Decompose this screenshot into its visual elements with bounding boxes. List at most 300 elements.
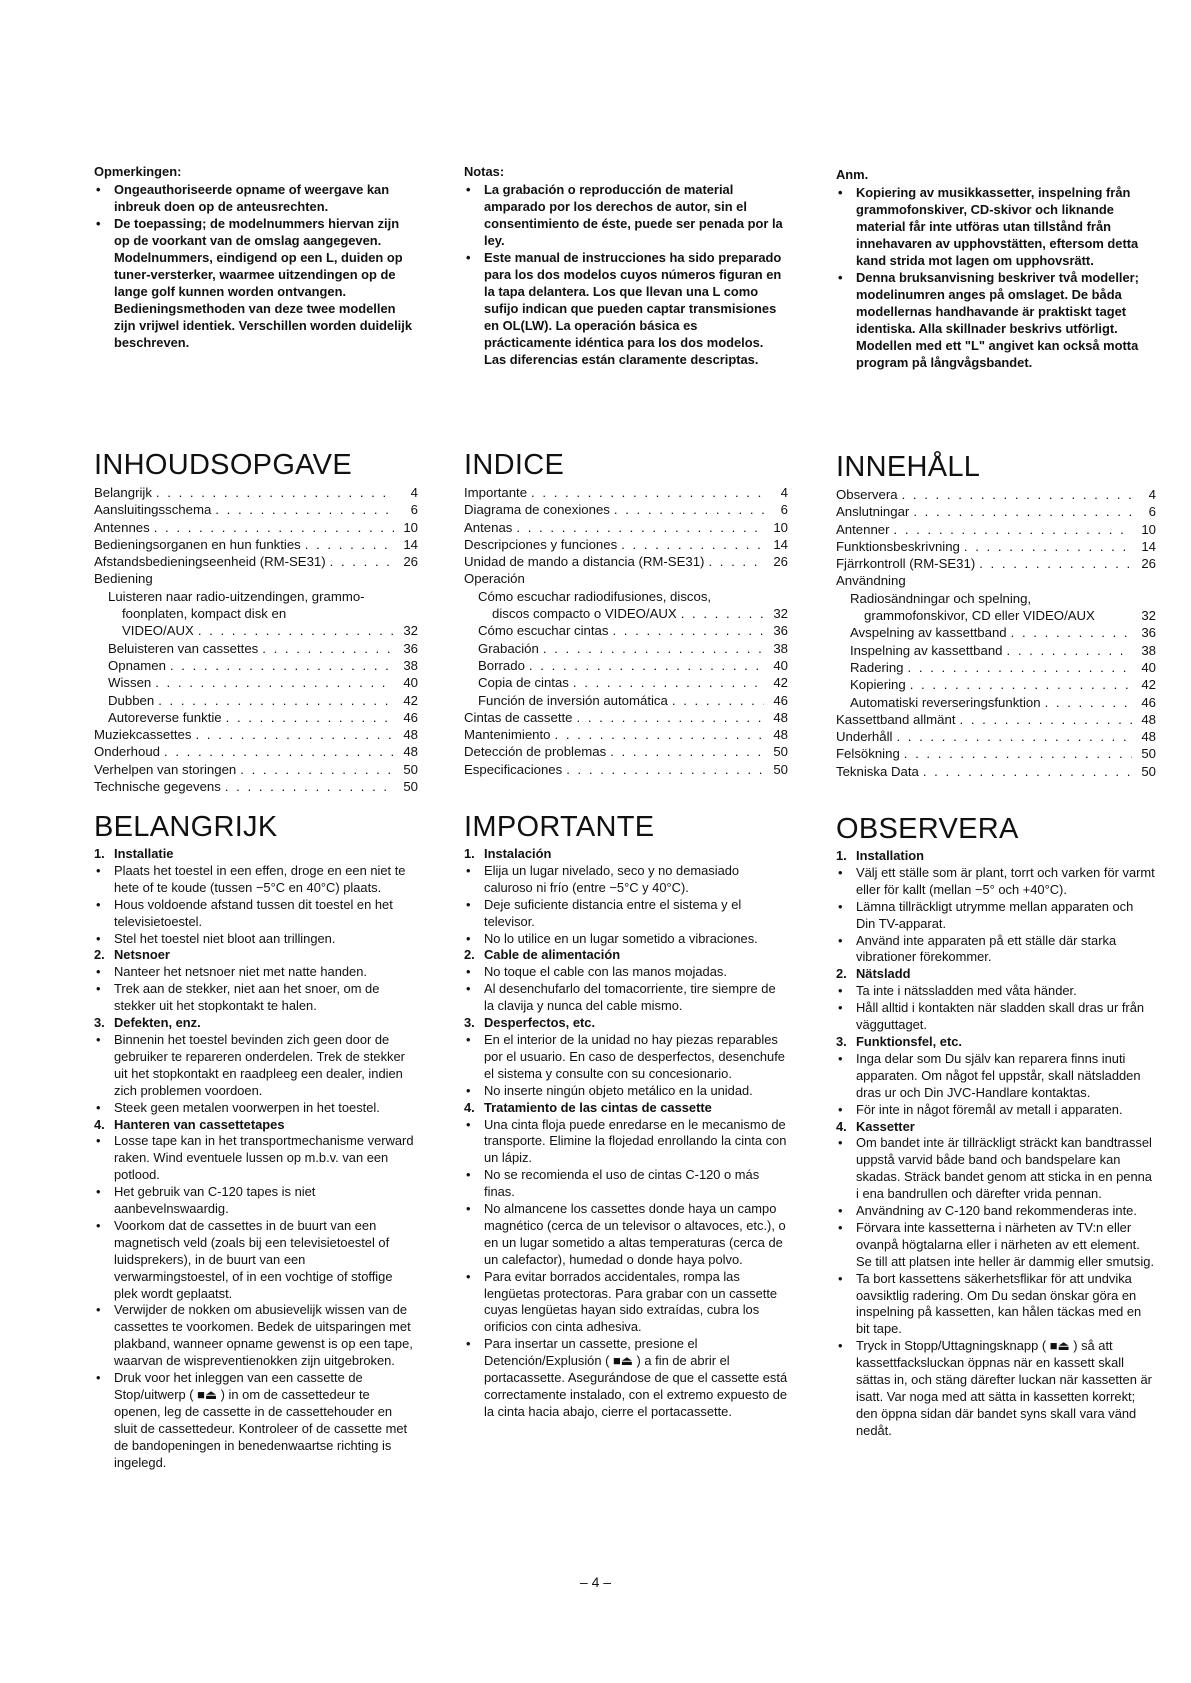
subsection-title: Netsnoer (114, 947, 170, 963)
toc-entry (836, 711, 1156, 728)
toc-entry-label: Unidad de mando a distancia (RM-SE31) (464, 554, 705, 570)
toc-entry-label: Bediening (94, 571, 153, 587)
list-item: • Ta bort kassettens säkerhetsflikar för att undvika oavsiktlig radering. Om Du sedan önskar göra en inspelning på kassetten, kan hålen täckas med en bit tape. (836, 1271, 1156, 1339)
toc-leader-dots (225, 778, 394, 795)
toc-entry (94, 570, 418, 587)
subsection-number: 4. (464, 1099, 475, 1115)
toc-entry (94, 484, 418, 501)
toc-entry-page: 40 (403, 675, 418, 691)
subsection-heading (836, 1034, 1156, 1051)
toc-entry (836, 521, 1156, 538)
toc-entry-label: Felsökning (836, 746, 900, 762)
subsection-title: Installatie (114, 846, 174, 861)
toc-entry-label: Función de inversión automática (478, 692, 668, 708)
toc-entry (464, 536, 788, 553)
subsection-heading (836, 848, 1156, 865)
list-item: • Stel het toestel niet bloot aan trillingen. (94, 931, 418, 948)
subsection-list (94, 1133, 418, 1471)
toc-entry-label: Anslutningar (836, 504, 910, 520)
toc-entry-page: 32 (1141, 608, 1156, 624)
toc-leader-dots (262, 640, 394, 657)
toc-leader-dots (566, 761, 764, 778)
toc-entry-label: Technische gegevens (94, 779, 221, 795)
toc-entry-label: Dubben (108, 692, 155, 708)
toc-entry (836, 607, 1156, 624)
toc-entry-page: 48 (403, 727, 418, 743)
toc-entry (94, 622, 418, 639)
toc-leader-dots (612, 622, 764, 639)
toc-leader-dots (1011, 624, 1132, 641)
toc-entry (94, 709, 418, 726)
toc-entry-page: 26 (1141, 556, 1156, 572)
toc-entry (464, 622, 788, 639)
subsection-heading (464, 1100, 788, 1117)
subsection-title: Hanteren van cassettetapes (114, 1116, 285, 1132)
toc-leader-dots (913, 503, 1132, 520)
subsection-list (94, 1032, 418, 1117)
list-item: • Tryck in Stopp/Uttagningsknapp ( ■⏏ ) så att kassettfacksluckan öppnas när en kassett skall sättas in, och stäng därefter luckan när kassetten är isatt. Var noga med att sätta in kassetten korrekt; den öppna sidan där bandet syns skall vara vänd nedåt. (836, 1338, 1156, 1439)
list-item: • Välj ett ställe som är plant, torrt och varken för varmt eller för kallt (mellan −5° och +40°C). (836, 865, 1156, 899)
toc-entry (94, 743, 418, 760)
toc-leader-dots (621, 536, 764, 553)
toc-leader-dots (555, 726, 765, 743)
toc-entry-label: VIDEO/AUX (122, 623, 194, 639)
toc-leader-dots (964, 538, 1132, 555)
toc-entry (94, 553, 418, 570)
list-item: • Binnenin het toestel bevinden zich geen door de gebruiker te repareren onderdelen. Trek de stekker uit het stopkontakt en raadpleeg een dealer, indien zich problemen voordoen. (94, 1032, 418, 1100)
toc-entry-page: 42 (403, 692, 418, 708)
list-item: • Nanteer het netsnoer niet met natte handen. (94, 964, 418, 981)
toc-es (464, 448, 788, 778)
subsection-heading (836, 966, 1156, 983)
toc-entry-label: Funktionsbeskrivning (836, 538, 960, 554)
toc-leader-dots (681, 605, 764, 622)
toc-entry-page: 38 (773, 640, 788, 656)
list-item: • Om bandet inte är tillräckligt sträckt kan bandtrassel uppstå varvid både band och bandspelare kan skadas. Sträck bandet genom att sticka in en penna i ena bandrullen och därefter vrida pennan. (836, 1135, 1156, 1203)
toc-entry (94, 501, 418, 518)
toc-entry-page: 50 (403, 761, 418, 777)
toc-entry (464, 553, 788, 570)
subsection-list (836, 865, 1156, 966)
toc-entry-page: 36 (403, 640, 418, 656)
toc-entry-label: Mantenimiento (464, 727, 551, 743)
subsection-title: Desperfectos, etc. (484, 1015, 596, 1031)
toc-entry-continued: Luisteren naar radio-uitzendingen, grammo- (108, 588, 365, 604)
toc-entry-page: 4 (1148, 487, 1156, 502)
toc-entry (836, 503, 1156, 520)
toc-entry-continued: Radiosändningar och spelning, (850, 590, 1032, 606)
toc-leader-dots (330, 553, 394, 570)
toc-entry (464, 519, 788, 536)
toc-entry (836, 676, 1156, 693)
subsection-title: Nätsladd (856, 966, 911, 982)
list-item: • Elija un lugar nivelado, seco y no demasiado caluroso ni frío (entre −5°C y 40°C). (464, 863, 788, 897)
toc-entry-page: 14 (1141, 538, 1156, 554)
toc-leader-dots (904, 745, 1132, 762)
toc-leader-dots (529, 657, 764, 674)
toc-entry-page: 50 (773, 744, 788, 760)
page-number: – 4 – (579, 1574, 612, 1590)
toc-leader-dots (960, 711, 1133, 728)
toc-leader-dots (158, 692, 394, 709)
toc-entry-page: 46 (773, 692, 788, 708)
section-body (94, 846, 418, 1472)
toc-entry-page: 48 (773, 727, 788, 743)
toc-entry-label: Beluisteren van cassettes (108, 640, 259, 656)
toc-entry (464, 605, 788, 622)
list-item: • Het gebruik van C-120 tapes is niet aanbevelnswaardig. (94, 1184, 418, 1218)
toc-entry (464, 570, 788, 587)
toc-entry-label: Verhelpen van storingen (94, 761, 237, 777)
toc-leader-dots (573, 674, 764, 691)
toc-leader-dots (896, 728, 1132, 745)
toc-leader-dots (614, 501, 764, 518)
list-item: • Förvara inte kassetterna i närheten av TV:n eller ovanpå högtalarna eller i närheten av ett element. Se till att platsen inte heller är dammig eller smutsig. (836, 1220, 1156, 1271)
toc-entry-label: Underhåll (836, 729, 893, 745)
toc-entry-label: Avspelning av kassettband (850, 625, 1007, 641)
toc-entry-label: Kassettband allmänt (836, 711, 956, 727)
subsection-number: 2. (836, 966, 847, 982)
toc-entry-label: Bedieningsorganen en hun funkties (94, 536, 301, 552)
list-item: • No inserte ningún objeto metálico en la unidad. (464, 1083, 788, 1100)
toc-list (94, 484, 418, 795)
toc-leader-dots (908, 659, 1132, 676)
toc-entry (836, 763, 1156, 780)
subsection-number: 1. (464, 846, 475, 861)
toc-entry-page: 14 (403, 536, 418, 552)
subsection-title: Tratamiento de las cintas de cassette (484, 1099, 712, 1115)
toc-entry-label: Diagrama de conexiones (464, 502, 610, 518)
toc-entry-page: 48 (773, 709, 788, 725)
subsection-list (836, 1051, 1156, 1119)
list-item: • Hous voldoende afstand tussen dit toestel en het televisietoestel. (94, 897, 418, 931)
toc-entry-label: Antenner (836, 521, 890, 537)
toc-leader-dots (1007, 642, 1133, 659)
toc-entry (94, 640, 418, 657)
toc-entry-label: Autoreverse funktie (108, 709, 222, 725)
toc-entry-label: Inspelning av kassettband (850, 642, 1003, 658)
toc-entry-label: Especificaciones (464, 761, 563, 777)
toc-leader-dots (1045, 694, 1132, 711)
toc-entry (836, 694, 1156, 711)
toc-entry-page: 38 (1141, 642, 1156, 658)
toc-entry-label: Kopiering (850, 677, 906, 693)
section-body (464, 846, 788, 1421)
subsection-heading (94, 1015, 418, 1032)
toc-entry-page: 26 (773, 554, 788, 570)
toc-entry-page: 32 (403, 623, 418, 639)
subsection-number: 4. (94, 1116, 105, 1132)
section-body (836, 848, 1156, 1440)
notes-title: Notas: (464, 164, 505, 179)
list-item: • För inte in något föremål av metall i apparaten. (836, 1102, 1156, 1119)
list-item: • Användning av C-120 band rekommenderas inte. (836, 1203, 1156, 1220)
toc-entry-label: Afstandsbedieningseenheid (RM-SE31) (94, 554, 326, 570)
notes-title: Opmerkingen: (94, 164, 182, 179)
toc-entry-continued: foonplaten, kompact disk en (122, 606, 287, 622)
notes-es (464, 163, 788, 368)
toc-entry-page: 50 (1141, 746, 1156, 762)
toc-leader-dots (154, 519, 394, 536)
toc-entry-page: 10 (773, 519, 788, 535)
toc-entry (836, 486, 1156, 503)
subsection-list (464, 964, 788, 1015)
toc-entry-label: Cintas de cassette (464, 709, 573, 725)
list-item: • No toque el cable con las manos mojadas. (464, 964, 788, 981)
toc-entry (94, 536, 418, 553)
subsection-number: 3. (464, 1015, 475, 1031)
toc-sv (836, 450, 1156, 780)
toc-entry-label: Importante (464, 485, 528, 500)
toc-leader-dots (979, 555, 1132, 572)
toc-title: INDICE (464, 449, 565, 481)
list-item: • En el interior de la unidad no hay piezas reparables por el usuario. En caso de desperfectos, desenchufe el sistema y consulte con su concesionario. (464, 1032, 788, 1083)
toc-entry-page: 48 (1141, 711, 1156, 727)
toc-entry (94, 692, 418, 709)
note-item: • Este manual de instrucciones ha sido preparado para los dos modelos cuyos números figuran en la tapa delantera. Los que llevan una L como sufijo indican que pueden captar transmisiones en OL(LW). La operación básica es prácticamente idéntica para los dos modelos. Las diferencias están claramente descriptas. (464, 249, 788, 368)
toc-entry (836, 538, 1156, 555)
toc-entry-page: 46 (403, 709, 418, 725)
list-item: • No lo utilice en un lugar sometido a vibraciones. (464, 931, 788, 948)
subsection-title: Instalación (484, 846, 552, 861)
subsection-list (464, 1032, 788, 1100)
list-item: • Druk voor het inleggen van een cassette de Stop/uitwerp ( ■⏏ ) in om de cassettedeur te openen, leg de cassette in de cassettehouder en sluit de cassettedeur. Kontroleer of de cassette met de bandopeningen in benedenwaartse richting is ingelegd. (94, 1370, 418, 1471)
toc-leader-dots (894, 521, 1132, 538)
toc-title: INHOUDSOPGAVE (94, 449, 352, 481)
subsection-title: Kassetter (856, 1118, 915, 1134)
toc-entry-page: 46 (1141, 694, 1156, 710)
subsection-list (836, 1135, 1156, 1439)
toc-entry-page: 38 (403, 657, 418, 673)
list-item: • Lämna tillräckligt utrymme mellan apparaten och Din TV-apparat. (836, 899, 1156, 933)
subsection-heading (94, 1117, 418, 1134)
subsection-list (94, 964, 418, 1015)
notes-nl (94, 163, 418, 351)
toc-leader-dots (672, 692, 764, 709)
toc-entry-label: Automatiski reverseringsfunktion (850, 694, 1041, 710)
toc-entry-page: 6 (410, 502, 418, 518)
toc-entry (836, 659, 1156, 676)
toc-list (836, 486, 1156, 780)
toc-entry-label: Opnamen (108, 657, 166, 673)
notes-title: Anm. (836, 167, 869, 182)
toc-entry-page: 10 (1141, 521, 1156, 537)
toc-entry-page: 42 (773, 675, 788, 691)
toc-entry (94, 674, 418, 691)
section-title: BELANGRIJK (94, 811, 278, 843)
toc-leader-dots (577, 709, 765, 726)
list-item: • Ta inte i nätssladden med våta händer. (836, 983, 1156, 1000)
subsection-title: Defekten, enz. (114, 1015, 201, 1031)
toc-entry-label: Onderhoud (94, 744, 160, 760)
toc-entry (836, 642, 1156, 659)
subsection-number: 3. (94, 1015, 105, 1031)
list-item: • Plaats het toestel in een effen, droge en een niet te hete of te koude (tussen −5°C en 40°C) plaats. (94, 863, 418, 897)
list-item: • Använd inte apparaten på ett ställe där starka vibrationer förekommer. (836, 933, 1156, 967)
note-item: • Denna bruksanvisning beskriver två modeller; modelinumren anges på omslaget. De båda modellernas handhavande är praktiskt taget identiska. Alla skillnader beskrivs utförligt. Modellen med ett "L" angivet kan också motta program på långvågsbandet. (836, 269, 1156, 371)
toc-leader-dots (240, 761, 394, 778)
toc-entry-page: 36 (773, 623, 788, 639)
note-item: • La grabación o reproducción de material amparado por los derechos de autor, sin el consentimiento de éste, puede ser penada por la ley. (464, 181, 788, 249)
toc-entry (464, 692, 788, 709)
toc-entry (836, 745, 1156, 762)
toc-entry (464, 484, 788, 501)
toc-entry-label: Grabación (478, 640, 539, 656)
toc-entry (464, 726, 788, 743)
toc-entry-page: 50 (403, 779, 418, 795)
list-item: • No almancene los cassettes donde haya un campo magnético (cerca de un televisor o altavoces, etc.), o en un lugar sometido a altas temperaturas (cerca de un calefactor), humedad o donde haya polvo. (464, 1201, 788, 1269)
toc-leader-dots (198, 622, 394, 639)
toc-entry (94, 657, 418, 674)
toc-entry-label: Användning (836, 573, 906, 589)
toc-entry-label: Cómo escuchar cintas (478, 623, 609, 639)
subsection-heading (464, 846, 788, 863)
toc-leader-dots (543, 640, 764, 657)
toc-entry (464, 640, 788, 657)
list-item: • Verwijder de nokken om abusievelijk wissen van de cassettes te voorkomen. Bedek de uitsparingen met plakband, wanneer opname gewenst is op een tape, waarvan de wispreventienokken zijn uitgebroken. (94, 1302, 418, 1370)
toc-leader-dots (531, 484, 764, 501)
section-title: OBSERVERA (836, 813, 1019, 845)
notes-sv (836, 166, 1156, 371)
toc-leader-dots (155, 674, 394, 691)
subsection-number: 4. (836, 1118, 847, 1134)
note-item: • Kopiering av musikkassetter, inspelning från grammofonskiver, CD-skivor och liknande material får inte utföras utan tillstånd från innehavaren av upphovstätten, eftersom detta kand strida mot lagen om upphovsrätt. (836, 184, 1156, 269)
toc-entry (464, 709, 788, 726)
toc-leader-dots (910, 676, 1132, 693)
toc-leader-dots (305, 536, 394, 553)
toc-title: INNEHÅLL (836, 451, 981, 483)
toc-leader-dots (610, 743, 764, 760)
toc-entry-label: Fjärrkontroll (RM-SE31) (836, 556, 976, 572)
subsection-list (836, 983, 1156, 1034)
section-nl (94, 810, 418, 1472)
toc-entry-label: Antennes (94, 519, 150, 535)
list-item: • Inga delar som Du själv kan reparera finns inuti apparaten. Om något fel uppstår, skall nätsladden dras ur och Din JVC-Handlare kontaktas. (836, 1051, 1156, 1102)
subsection-heading (94, 846, 418, 863)
subsection-heading (464, 1015, 788, 1032)
toc-entry-page: 50 (773, 761, 788, 777)
toc-leader-dots (708, 553, 764, 570)
toc-entry (464, 674, 788, 691)
list-item: • Para evitar borrados accidentales, rompa las lengüetas protectoras. Para grabar con un cassette cuyas lengüetas hayan sido extraídas, cubra los orificios con cinta adhesiva. (464, 1269, 788, 1337)
toc-entry-label: grammofonskivor, CD eller VIDEO/AUX (864, 608, 1095, 624)
list-item: • Steek geen metalen voorwerpen in het toestel. (94, 1100, 418, 1117)
toc-entry (836, 572, 1156, 589)
list-item: • Deje suficiente distancia entre el sistema y el televisor. (464, 897, 788, 931)
toc-entry-label: Wissen (108, 675, 152, 691)
subsection-list (94, 863, 418, 948)
toc-entry-page: 32 (773, 606, 788, 622)
toc-entry-label: Tekniska Data (836, 763, 919, 779)
subsection-title: Funktionsfel, etc. (856, 1033, 963, 1049)
subsection-number: 1. (836, 848, 847, 863)
toc-entry-label: Observera (836, 487, 898, 502)
toc-entry-label: Copia de cintas (478, 675, 569, 691)
list-item: • Håll alltid i kontakten när sladden skall dras ur från vägguttaget. (836, 1000, 1156, 1034)
toc-entry-page: 6 (780, 502, 788, 518)
subsection-heading (836, 1119, 1156, 1136)
toc-entry-page: 42 (1141, 677, 1156, 693)
toc-entry-continued: Cómo escuchar radiodifusiones, discos, (478, 588, 712, 604)
list-item: • Voorkom dat de cassettes in de buurt van een magnetisch veld (zoals bij een televisietoestel of luidsprekers), in de buurt van een verwarmingstoestel, of in een vochtige of stoffige plek wordt geplaatst. (94, 1218, 418, 1303)
toc-leader-dots (170, 657, 394, 674)
toc-entry-label: Operación (464, 571, 525, 587)
list-item: • Una cinta floja puede enredarse en le mecanismo de transporte. Elimine la flojedad enrollando la cinta con un lápiz. (464, 1117, 788, 1168)
toc-entry-page: 48 (1141, 729, 1156, 745)
toc-entry-page: 14 (773, 536, 788, 552)
toc-entry (464, 743, 788, 760)
subsection-number: 3. (836, 1033, 847, 1049)
toc-leader-dots (156, 484, 394, 501)
toc-entry-label: Muziekcassettes (94, 727, 192, 743)
toc-entry (836, 728, 1156, 745)
toc-entry (836, 624, 1156, 641)
toc-entry-label: Borrado (478, 657, 525, 673)
list-item: • Para insertar un cassette, presione el Detención/Explusión ( ■⏏ ) a fin de abrir el portacassette. Asegurándose de que el cassette está correctamente instalado, con el extremo expuesto de la cinta hacia abajo, cierre el portacassette. (464, 1336, 788, 1421)
section-sv (836, 812, 1156, 1440)
section-es (464, 810, 788, 1421)
toc-leader-dots (902, 486, 1132, 503)
toc-entry-label: Descripciones y funciones (464, 536, 618, 552)
toc-leader-dots (516, 519, 764, 536)
toc-entry-page: 6 (1148, 504, 1156, 520)
toc-nl (94, 448, 418, 795)
toc-leader-dots (195, 726, 394, 743)
toc-leader-dots (164, 743, 394, 760)
toc-entry-label: discos compacto o VIDEO/AUX (492, 606, 677, 622)
toc-leader-dots (215, 501, 394, 518)
subsection-list (464, 1117, 788, 1421)
toc-entry-page: 26 (403, 554, 418, 570)
subsection-title: Cable de alimentación (484, 947, 621, 963)
toc-leader-dots (226, 709, 394, 726)
toc-entry-page: 40 (773, 657, 788, 673)
subsection-heading (94, 947, 418, 964)
subsection-number: 2. (464, 947, 475, 963)
toc-list (464, 484, 788, 778)
list-item: • Losse tape kan in het transportmechanisme verward raken. Wind eventuele lussen op m.b.v. van een potlood. (94, 1133, 418, 1184)
toc-entry (94, 778, 418, 795)
subsection-heading (464, 947, 788, 964)
toc-entry-label: Radering (850, 659, 904, 675)
toc-entry (464, 761, 788, 778)
toc-entry (94, 519, 418, 536)
toc-entry (836, 555, 1156, 572)
list-item: • Trek aan de stekker, niet aan het snoer, om de stekker uit het stopkontakt te halen. (94, 981, 418, 1015)
toc-entry-page: 40 (1141, 659, 1156, 675)
toc-entry-page: 48 (403, 744, 418, 760)
subsection-number: 1. (94, 846, 105, 861)
toc-entry-page: 36 (1141, 625, 1156, 641)
toc-entry (464, 501, 788, 518)
toc-leader-dots (923, 763, 1132, 780)
subsection-title: Installation (856, 848, 925, 863)
note-item: • Ongeauthoriseerde opname of weergave kan inbreuk doen op de anteusrechten. (94, 181, 418, 215)
toc-entry-page: 4 (780, 485, 788, 500)
toc-entry (94, 761, 418, 778)
list-item: • Al desenchufarlo del tomacorriente, tire siempre de la clavija y nunca del cable mismo. (464, 981, 788, 1015)
toc-entry-page: 10 (403, 519, 418, 535)
toc-entry-label: Aansluitingsschema (94, 502, 212, 518)
toc-entry-page: 4 (410, 485, 418, 500)
note-item: • De toepassing; de modelnummers hiervan zijn op de voorkant van de omslag aangegeven. Modelnummers, eindigend op een L, duiden op tuner-versterker, waarmee uitzendingen op de lange golf kunnen worden ontvangen. Bedieningsmethoden van deze twee modellen zijn vrijwel identiek. Verschillen worden duidelijk beschreven. (94, 215, 418, 351)
toc-entry-label: Detección de problemas (464, 744, 607, 760)
toc-entry (464, 657, 788, 674)
subsection-number: 2. (94, 947, 105, 963)
subsection-list (464, 863, 788, 948)
toc-entry (94, 726, 418, 743)
toc-entry-label: Belangrijk (94, 485, 152, 500)
